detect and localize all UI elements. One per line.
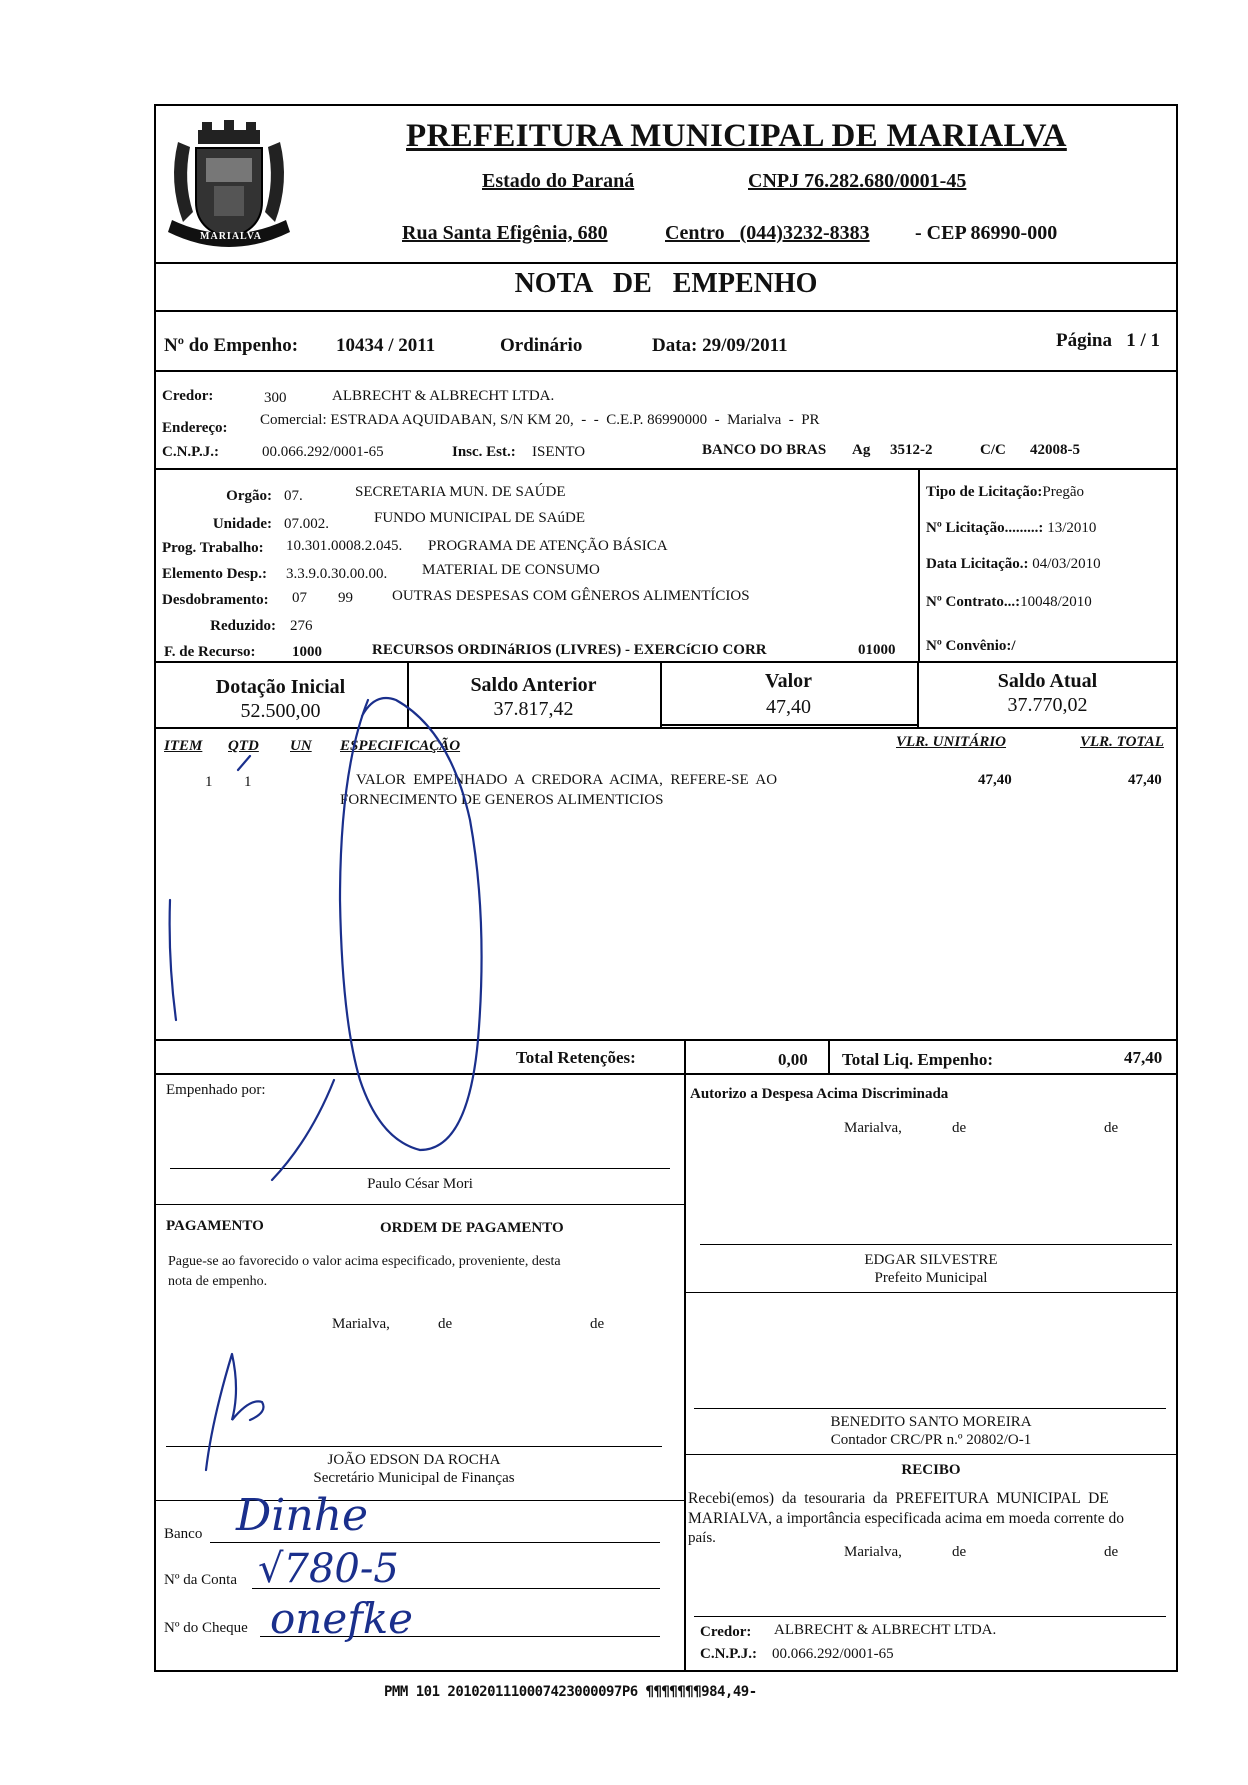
item-spec-line1: VALOR EMPENHADO A CREDORA ACIMA, REFERE-SE AO — [356, 772, 778, 788]
recurso-code: 1000 — [292, 644, 322, 660]
header-cnpj: CNPJ 76.282.680/0001-45 — [748, 170, 967, 192]
header-address: Rua Santa Efigênia, 680 — [402, 222, 608, 244]
pagamento-text-line1: Pague-se ao favorecido o valor acima especificado, proveniente, desta — [168, 1254, 561, 1269]
empenho-type: Ordinário — [500, 335, 583, 356]
valor-label: Valor — [764, 670, 813, 692]
crest-banner-text: MARIALVA — [200, 231, 262, 242]
elem-label: Elemento Desp.: — [162, 566, 267, 582]
empenhado-por-name: Paulo César Mori — [367, 1176, 473, 1192]
pagamento-text-line2: nota de empenho. — [168, 1274, 268, 1289]
signature-tail — [272, 1080, 334, 1180]
licitacao-number-label: Nº Licitação.........: — [926, 520, 1044, 536]
empenho-date: Data: 29/09/2011 — [652, 335, 788, 356]
unidade-name: FUNDO MUNICIPAL DE SAúDE — [374, 510, 585, 526]
cheque-label: Nº do Cheque — [164, 1620, 248, 1636]
autorizo-place: Marialva, — [844, 1120, 902, 1136]
secretario-name: JOÃO EDSON DA ROCHA — [327, 1452, 501, 1468]
desd-code2: 99 — [338, 590, 353, 606]
document-title: NOTA DE EMPENHO — [514, 268, 818, 299]
secretario-role: Secretário Municipal de Finanças — [313, 1470, 515, 1486]
col-un: UN — [290, 738, 312, 754]
agency-value: 3512-2 — [890, 442, 933, 458]
page-title: PREFEITURA MUNICIPAL DE MARIALVA — [406, 118, 1067, 154]
col-unit-value: VLR. UNITÁRIO — [896, 734, 1007, 750]
valor-value: 47,40 — [766, 696, 811, 718]
col-item: ITEM — [164, 738, 203, 754]
prog-name: PROGRAMA DE ATENÇÃO BÁSICA — [428, 538, 668, 554]
prog-code: 10.301.0008.2.045. — [286, 538, 403, 554]
agency-label: Ag — [852, 442, 871, 458]
total-retencoes-value: 0,00 — [778, 1050, 808, 1069]
item-total-value: 47,40 — [1128, 772, 1162, 788]
autorizo-de2: de — [1104, 1120, 1119, 1136]
account-value: 42008-5 — [1030, 442, 1080, 458]
dotacao-label: Dotação Inicial — [215, 676, 346, 698]
pagamento-label: PAGAMENTO — [166, 1218, 264, 1234]
saldo-anterior-label: Saldo Anterior — [470, 674, 597, 696]
account-label: C/C — [980, 442, 1006, 458]
elem-code: 3.3.9.0.30.00.00. — [286, 566, 388, 582]
cnpj-label: C.N.P.J.: — [162, 444, 219, 460]
licitacao-type-label: Tipo de Licitação: — [926, 484, 1043, 500]
conta-label: Nº da Conta — [164, 1572, 237, 1588]
reduzido-value: 276 — [290, 618, 313, 634]
stroke-check — [238, 756, 250, 770]
recurso-name: RECURSOS ORDINáRIOS (LIVRES) - EXERCíCIO CORR — [372, 642, 767, 658]
long-vertical-stroke — [170, 900, 176, 1020]
address-label: Endereço: — [162, 420, 228, 436]
total-retencoes-label: Total Retenções: — [516, 1048, 636, 1067]
licitacao-date-value: 04/03/2010 — [1032, 556, 1101, 572]
recibo-de1: de — [952, 1544, 967, 1560]
insc-value: ISENTO — [532, 444, 586, 460]
contador-role: Contador CRC/PR n.º 20802/O-1 — [830, 1432, 1032, 1448]
recibo-label: RECIBO — [901, 1462, 961, 1478]
conta-handwritten: √780-5 — [258, 1546, 399, 1592]
cheque-handwritten: onefke — [270, 1594, 414, 1643]
reduzido-label: Reduzido: — [210, 618, 276, 634]
recurso-code2: 01000 — [858, 642, 896, 658]
large-d-signature — [340, 698, 482, 1150]
contrato-value: 10048/2010 — [1020, 594, 1092, 610]
total-liquido-label: Total Liq. Empenho: — [842, 1050, 993, 1069]
licitacao-number-value: 13/2010 — [1047, 520, 1097, 536]
item-spec-line2: FORNECIMENTO DE GENEROS ALIMENTICIOS — [340, 792, 664, 808]
footer-code: PMM 101 2010201110007423000097P6 ¶¶¶¶¶¶¶984,49- — [384, 1684, 757, 1700]
total-liquido-value: 47,40 — [1124, 1048, 1163, 1067]
autorizo-de1: de — [952, 1120, 967, 1136]
desd-label: Desdobramento: — [162, 592, 269, 608]
recurso-label: F. de Recurso: — [164, 644, 256, 660]
header-cep: - CEP 86990-000 — [915, 222, 1058, 244]
credor-code: 300 — [264, 390, 287, 406]
recibo-place: Marialva, — [844, 1544, 902, 1560]
credor-label: Credor: — [162, 388, 214, 404]
convenio-label: Nº Convênio:/ — [926, 638, 1016, 654]
recibo-de2: de — [1104, 1544, 1119, 1560]
prefeito-role: Prefeito Municipal — [874, 1270, 988, 1286]
contrato-label: Nº Contrato...: — [926, 594, 1021, 610]
empenho-number-label: Nº do Empenho: — [164, 335, 299, 356]
credor-cnpj: 00.066.292/0001-65 — [262, 444, 384, 460]
saldo-atual-value: 37.770,02 — [1007, 694, 1088, 716]
dotacao-value: 52.500,00 — [240, 700, 321, 722]
recibo-credor-name: ALBRECHT & ALBRECHT LTDA. — [774, 1622, 997, 1638]
licitacao-type-value: Pregão — [1042, 484, 1085, 500]
col-qtd: QTD — [228, 738, 259, 754]
empenhado-por-label: Empenhado por: — [166, 1082, 266, 1098]
elem-name: MATERIAL DE CONSUMO — [422, 562, 600, 578]
unidade-code: 07.002. — [284, 516, 329, 532]
unidade-label: Unidade: — [212, 516, 272, 532]
prefeito-name: EDGAR SILVESTRE — [864, 1252, 998, 1268]
insc-label: Insc. Est.: — [452, 444, 516, 460]
recibo-text-line1: Recebi(emos) da tesouraria da PREFEITURA MUNICIPAL DE — [688, 1490, 1109, 1507]
banco-label: Banco — [164, 1526, 203, 1542]
empenho-number: 10434 / 2011 — [336, 335, 436, 356]
recibo-credor-label: Credor: — [700, 1624, 752, 1640]
autorizo-label: Autorizo a Despesa Acima Discriminada — [690, 1086, 949, 1102]
state-name: Estado do Paraná — [482, 170, 635, 192]
col-spec: ESPECIFICAÇÃO — [340, 738, 461, 754]
pagamento-de1: de — [438, 1316, 453, 1332]
orgao-label: Orgão: — [226, 488, 272, 504]
pagamento-de2: de — [590, 1316, 605, 1332]
item-unit-value: 47,40 — [978, 772, 1012, 788]
orgao-code: 07. — [284, 488, 303, 504]
recibo-text-line3: país. — [688, 1530, 716, 1546]
licitacao-date-label: Data Licitação.: — [926, 556, 1029, 572]
fr-signature — [206, 1354, 264, 1470]
orgao-name: SECRETARIA MUN. DE SAÚDE — [355, 484, 566, 500]
saldo-anterior-value: 37.817,42 — [493, 698, 574, 720]
desd-code1: 07 — [292, 590, 307, 606]
prog-label: Prog. Trabalho: — [162, 540, 264, 556]
contador-name: BENEDITO SANTO MOREIRA — [830, 1414, 1032, 1430]
recibo-cnpj: 00.066.292/0001-65 — [772, 1646, 894, 1662]
saldo-atual-label: Saldo Atual — [997, 670, 1098, 692]
bank-name: BANCO DO BRAS — [702, 442, 827, 458]
col-total-value: VLR. TOTAL — [1080, 734, 1164, 750]
recibo-cnpj-label: C.N.P.J.: — [700, 1646, 757, 1662]
header-district-phone: Centro (044)3232-8383 — [665, 222, 870, 244]
desd-name: OUTRAS DESPESAS COM GÊNEROS ALIMENTÍCIOS — [392, 588, 750, 604]
pagamento-place: Marialva, — [332, 1316, 390, 1332]
recibo-text-line2: MARIALVA, a importância especificada acima em moeda corrente do — [688, 1510, 1124, 1527]
credor-name: ALBRECHT & ALBRECHT LTDA. — [332, 388, 555, 404]
banco-handwritten: Dinhe — [236, 1490, 369, 1541]
item-qty: 1 — [244, 774, 252, 790]
credor-address: Comercial: ESTRADA AQUIDABAN, S/N KM 20, - - C.E.P. 86990000 - Marialva - PR — [260, 412, 820, 428]
page-number: Página 1 / 1 — [1056, 330, 1160, 351]
item-number: 1 — [205, 774, 213, 790]
ordem-pagamento-label: ORDEM DE PAGAMENTO — [380, 1220, 564, 1236]
